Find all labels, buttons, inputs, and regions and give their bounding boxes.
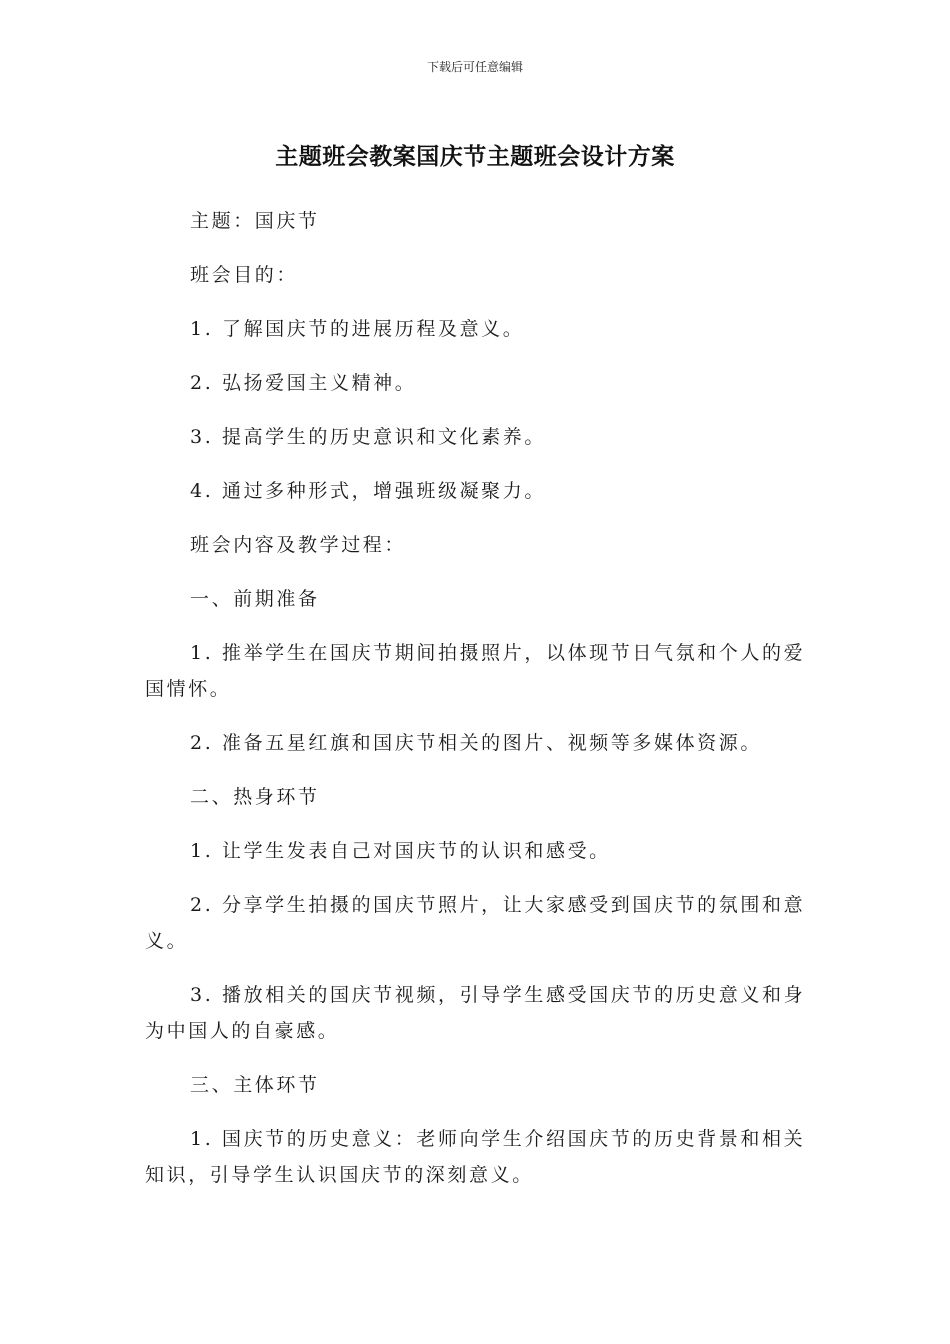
paragraph-warmup-3: 3. 播放相关的国庆节视频，引导学生感受国庆节的历史意义和身为中国人的自豪感。	[145, 984, 806, 1042]
paragraph-theme: 主题：国庆节	[190, 210, 320, 232]
paragraph-purpose-2: 2. 弘扬爱国主义精神。	[190, 372, 417, 394]
paragraph-warmup-1: 1. 让学生发表自己对国庆节的认识和感受。	[190, 840, 611, 862]
paragraph-purpose-4: 4. 通过多种形式，增强班级凝聚力。	[190, 480, 546, 502]
section-heading-preparation: 一、前期准备	[190, 588, 320, 610]
document-title: 主题班会教案国庆节主题班会设计方案	[275, 144, 675, 170]
paragraph-purpose-3: 3. 提高学生的历史意识和文化素养。	[190, 426, 546, 448]
paragraph-main-1: 1. 国庆节的历史意义：老师向学生介绍国庆节的历史背景和相关知识，引导学生认识国庆节的深刻意义。	[145, 1128, 806, 1186]
paragraph-warmup-2: 2. 分享学生拍摄的国庆节照片，让大家感受到国庆节的氛围和意义。	[145, 894, 806, 952]
paragraph-content-heading: 班会内容及教学过程：	[190, 534, 407, 556]
header-note: 下载后可任意编辑	[426, 60, 523, 74]
paragraph-preparation-1: 1. 推举学生在国庆节期间拍摄照片，以体现节日气氛和个人的爱国情怀。	[145, 642, 806, 700]
section-heading-warmup: 二、热身环节	[190, 786, 320, 808]
paragraph-purpose-heading: 班会目的：	[190, 264, 299, 286]
paragraph-preparation-2: 2. 准备五星红旗和国庆节相关的图片、视频等多媒体资源。	[190, 732, 762, 754]
paragraph-purpose-1: 1. 了解国庆节的进展历程及意义。	[190, 318, 525, 340]
document-body	[145, 203, 807, 1211]
section-heading-main: 三、主体环节	[190, 1074, 320, 1096]
